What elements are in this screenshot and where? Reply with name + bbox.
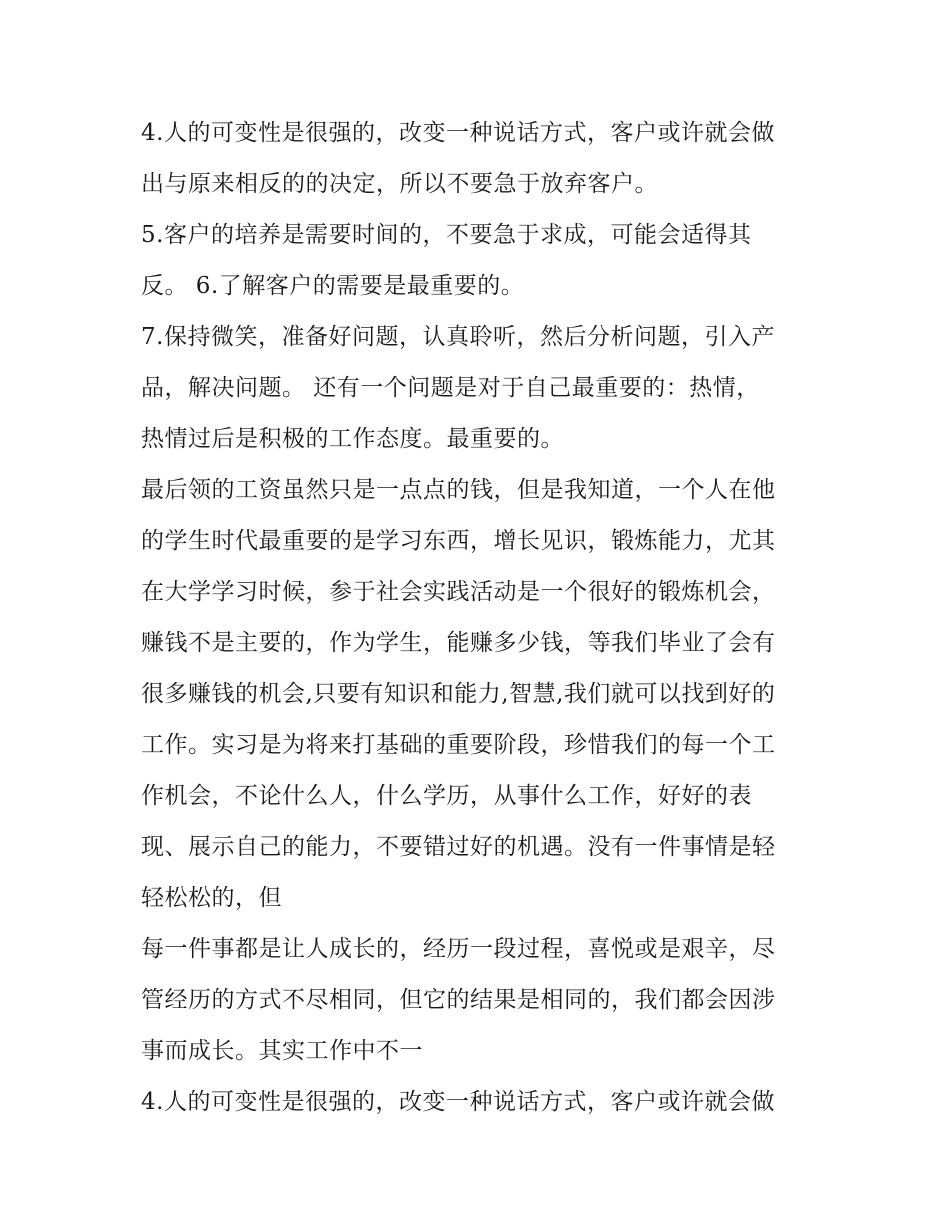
text-line: 的学生时代最重要的是学习东西，增长见识，锻炼能力，尤其	[141, 528, 776, 554]
text-line: 出与原来相反的的决定，所以不要急于放弃客户。	[141, 171, 658, 197]
text-line: 7.保持微笑，准备好问题，认真聆听，然后分析问题，引入产	[141, 324, 775, 350]
text-line: 5.客户的培养是需要时间的，不要急于求成，可能会适得其	[141, 222, 752, 248]
text-line: 4.人的可变性是很强的，改变一种说话方式，客户或许就会做	[141, 120, 775, 146]
body-text	[141, 108, 813, 1128]
text-line: 轻松松的，但	[141, 885, 282, 911]
text-line: 赚钱不是主要的，作为学生，能赚多少钱，等我们毕业了会有	[141, 630, 776, 656]
text-line: 在大学学习时候，参于社会实践活动是一个很好的锻炼机会，	[141, 579, 776, 605]
text-line: 管经历的方式不尽相同，但它的结果是相同的，我们都会因涉	[141, 987, 776, 1013]
text-line: 4.人的可变性是很强的，改变一种说话方式，客户或许就会做	[141, 1089, 775, 1115]
text-line: 每一件事都是让人成长的，经历一段过程，喜悦或是艰辛，尽	[141, 936, 776, 962]
text-line: 工作。实习是为将来打基础的重要阶段，珍惜我们的每一个工	[141, 732, 776, 758]
text-line: 品，解决问题。 还有一个问题是对于自己最重要的：热情，	[141, 375, 760, 401]
text-line: 很多赚钱的机会,只要有知识和能力,智慧,我们就可以找到好的	[141, 681, 776, 707]
text-line: 最后领的工资虽然只是一点点的钱，但是我知道，一个人在他	[141, 477, 776, 503]
text-line: 作机会，不论什么人，什么学历，从事什么工作，好好的表	[141, 783, 752, 809]
text-line: 反。 6.了解客户的需要是最重要的。	[141, 273, 525, 299]
text-line: 事而成长。其实工作中不一	[141, 1038, 423, 1064]
text-line: 现、展示自己的能力，不要错过好的机遇。没有一件事情是轻	[141, 834, 776, 860]
text-line: 热情过后是积极的工作态度。最重要的。	[141, 426, 564, 452]
